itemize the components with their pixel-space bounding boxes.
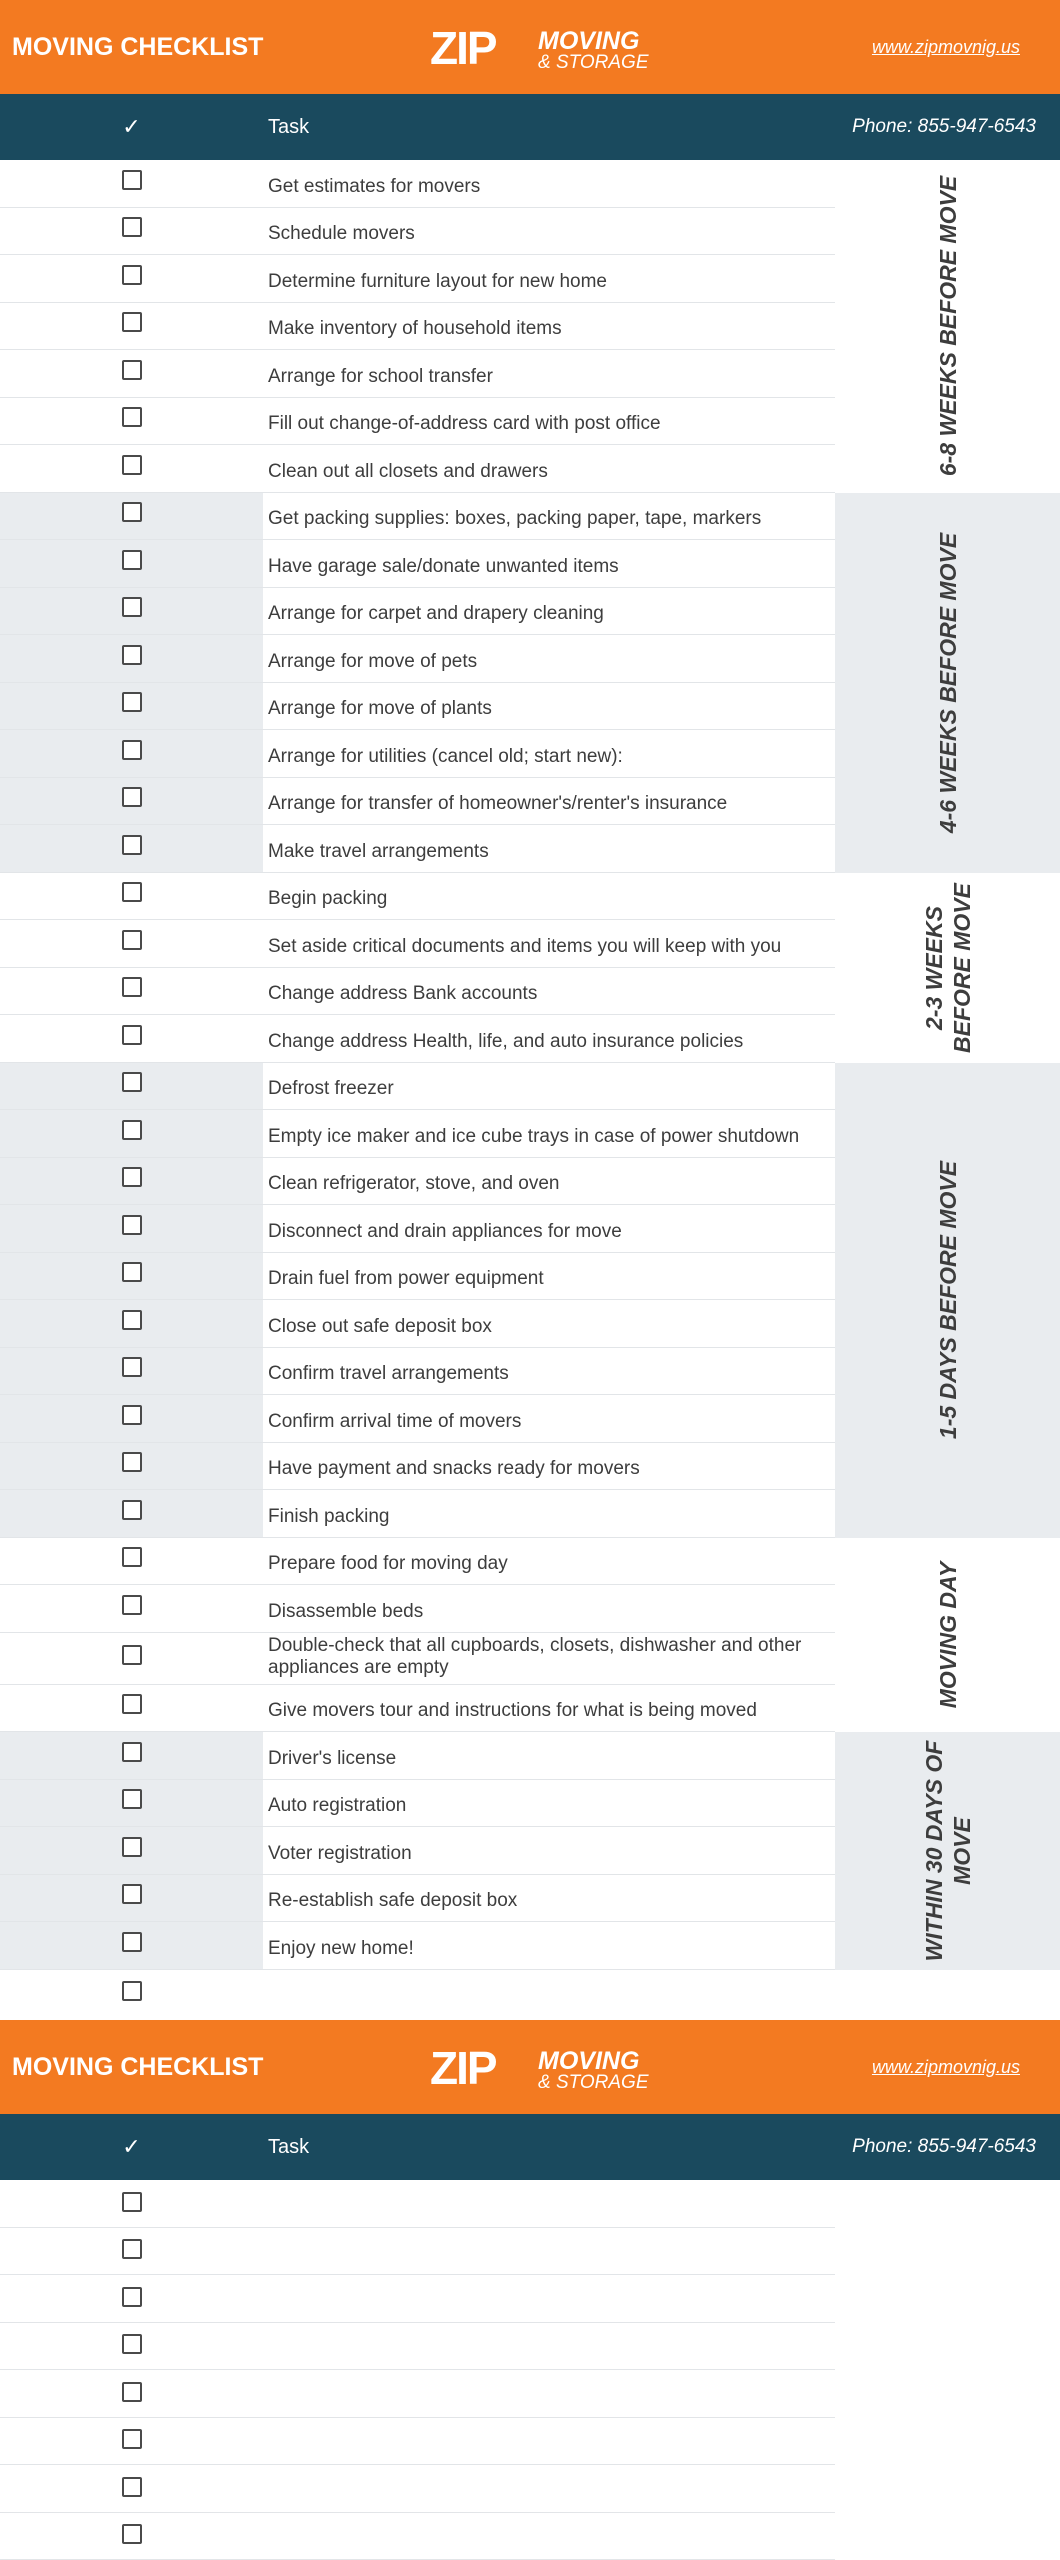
checkbox-cell [0,303,263,350]
zip-logo-2 [430,2040,670,2098]
checkbox-cell [0,1158,263,1205]
table-row [0,398,835,446]
task-checkbox[interactable] [122,1120,142,1140]
checkbox-cell [0,1875,263,1922]
phase-label [920,883,976,1053]
task-checkbox[interactable] [122,930,142,950]
table-row [0,730,835,778]
task-checkbox[interactable] [122,882,142,902]
phase-label-cell [835,873,1060,1063]
table-row [0,493,835,541]
task-text: Get packing supplies: boxes, packing paper, tape, markers [268,508,762,530]
table-row [0,1633,835,1685]
task-text: Arrange for move of plants [268,698,492,720]
checkbox-cell [0,968,263,1015]
task-checkbox[interactable] [122,217,142,237]
task-checkbox[interactable] [122,1215,142,1235]
table-row [0,255,835,303]
checkbox-cell [0,1490,263,1537]
task-checkbox[interactable] [122,1789,142,1809]
checkbox-cell [0,1253,263,1300]
checkbox-cell [0,255,263,302]
table-row [0,1015,835,1063]
checkbox-cell [0,1395,263,1442]
task-text: Determine furniture layout for new home [268,270,607,292]
task-checkbox[interactable] [122,1452,142,1472]
phase-label-line: MOVE [948,1816,975,1885]
task-text: Double-check that all cupboards, closets, dishwasher and other appliances are empty [268,1634,802,1678]
checkbox-cell [0,825,263,872]
table-row [0,1443,835,1491]
checkbox-cell [0,445,263,492]
phase-label-cell [835,160,1060,493]
task-text: Confirm travel arrangements [268,1363,509,1385]
logo-storage-text-2: & STORAGE [538,2072,649,2093]
checkbox-cell [0,920,263,967]
checkbox-cell [0,778,263,825]
task-checkbox[interactable] [122,1595,142,1615]
page-title-2: MOVING CHECKLIST [12,2053,264,2081]
phase-label-cell [835,1063,1060,1538]
task-checkbox[interactable] [122,1694,142,1714]
table-row [0,303,835,351]
table-row [0,1538,835,1586]
task-text: Finish packing [268,1505,390,1527]
task-checkbox[interactable] [122,1837,142,1857]
checkbox-cell [0,1443,263,1490]
checkbox-cell [0,1063,263,1110]
table-row [0,2228,835,2276]
table-row [0,1732,835,1780]
task-checkbox[interactable] [122,1932,142,1952]
table-row [0,1970,835,2018]
task-text: Auto registration [268,1795,407,1817]
checkbox-cell [0,350,263,397]
task-text: Arrange for carpet and drapery cleaning [268,603,604,625]
table-row [0,2465,835,2513]
task-checkbox[interactable] [122,740,142,760]
table-row [0,825,835,873]
checkbox-cell [0,1538,263,1585]
checkbox-cell [0,1780,263,1827]
task-checkbox[interactable] [122,2429,142,2449]
task-text: Close out safe deposit box [268,1315,492,1337]
task-checkbox[interactable] [122,787,142,807]
table-row [0,350,835,398]
task-checkbox[interactable] [122,1025,142,1045]
task-checkbox[interactable] [122,2192,142,2212]
checkbox-cell [0,730,263,777]
task-text: Confirm arrival time of movers [268,1410,522,1432]
task-checkbox[interactable] [122,835,142,855]
task-text: Empty ice maker and ice cube trays in case of power shutdown [268,1125,800,1147]
task-checkbox[interactable] [122,1262,142,1282]
logo-moving-text: MOVING [538,27,640,55]
task-checkbox[interactable] [122,502,142,522]
task-checkbox[interactable] [122,1072,142,1092]
task-text: Arrange for transfer of homeowner's/renter's insurance [268,793,728,815]
task-text: Enjoy new home! [268,1937,414,1959]
task-text: Change address Health, life, and auto insurance policies [268,1030,744,1052]
task-checkbox[interactable] [122,1357,142,1377]
table-row [0,2370,835,2418]
checkbox-cell [0,1585,263,1632]
phase-label: 4-6 WEEKS BEFORE MOVE [934,532,961,833]
table-row [0,1158,835,1206]
table-row [0,683,835,731]
task-text: Schedule movers [268,223,415,245]
task-text: Make inventory of household items [268,318,562,340]
header-bar [0,0,1060,94]
task-text: Disassemble beds [268,1600,424,1622]
task-checkbox[interactable] [122,1547,142,1567]
checkbox-cell [0,1922,263,1969]
checkbox-cell [0,493,263,540]
table-row [0,2323,835,2371]
phase-label: MOVING DAY [934,1561,961,1709]
task-text: Set aside critical documents and items you will keep with you [268,935,782,957]
task-checkbox[interactable] [122,2239,142,2259]
task-text: Voter registration [268,1842,412,1864]
task-checkbox[interactable] [122,692,142,712]
task-text: Have garage sale/donate unwanted items [268,555,619,577]
website-link-2[interactable]: www.zipmovnig.us [871,2057,1020,2077]
checkbox-cell [0,1015,263,1062]
task-text: Change address Bank accounts [268,983,538,1005]
table-row [0,445,835,493]
task-checkbox[interactable] [122,1500,142,1520]
task-checkbox[interactable] [122,1310,142,1330]
table-row [0,1300,835,1348]
table-row [0,1253,835,1301]
logo-zip-text: ZIP [430,22,496,74]
task-text: Prepare food for moving day [268,1553,508,1575]
phase-label-line: WITHIN 30 DAYS OF [920,1740,947,1962]
task-checkbox[interactable] [122,597,142,617]
table-row [0,1922,835,1970]
table-row [0,920,835,968]
table-row [0,2513,835,2560]
checkbox-cell [0,1348,263,1395]
task-checkbox[interactable] [122,1884,142,1904]
checkbox-cell [0,1827,263,1874]
column-header-bar-2 [0,2114,1060,2180]
checklist-page-2 [0,2020,1060,2180]
checkbox-cell [0,873,263,920]
table-row [0,635,835,683]
task-checkbox[interactable] [122,2477,142,2497]
task-text: Arrange for school transfer [268,365,493,387]
table-row [0,540,835,588]
task-checkbox[interactable] [122,2382,142,2402]
checkbox-cell [0,1300,263,1347]
task-checkbox[interactable] [122,2287,142,2307]
task-text: Begin packing [268,888,388,910]
task-checkbox[interactable] [122,407,142,427]
checkbox-cell [0,635,263,682]
checkbox-cell [0,1732,263,1779]
table-row [0,1348,835,1396]
table-row [0,1490,835,1538]
task-text: Give movers tour and instructions for what is being moved [268,1700,757,1722]
phone-number: Phone: 855-947-6543 [852,116,1036,137]
logo-zip-text-2: ZIP [430,2042,496,2094]
task-checkbox[interactable] [122,265,142,285]
table-row [0,873,835,921]
table-row [0,1205,835,1253]
task-checkbox[interactable] [122,1405,142,1425]
header-bar-2 [0,2020,1060,2114]
task-text: Disconnect and drain appliances for move [268,1220,622,1242]
checkbox-cell [0,588,263,635]
task-checkbox[interactable] [122,550,142,570]
task-checkbox[interactable] [122,1742,142,1762]
task-checkbox[interactable] [122,2524,142,2544]
table-row [0,778,835,826]
checkbox-cell [0,208,263,255]
task-checkbox[interactable] [122,455,142,475]
table-row [0,588,835,636]
zip-logo [430,20,670,78]
table-row [0,1780,835,1828]
logo-storage-text: & STORAGE [538,52,649,73]
table-row [0,968,835,1016]
phase-label-line: 2-3 WEEKS [920,905,947,1030]
table-row [0,1110,835,1158]
table-row [0,1063,835,1111]
checklist-page-1 [0,0,1060,160]
task-checkbox[interactable] [122,170,142,190]
table-row [0,2275,835,2323]
task-checkbox[interactable] [122,1981,142,2001]
task-checkbox[interactable] [122,2334,142,2354]
phase-label: 1-5 DAYS BEFORE MOVE [934,1160,961,1440]
task-checkbox[interactable] [122,1167,142,1187]
task-checkbox[interactable] [122,977,142,997]
check-column-header: ✓ [122,114,141,139]
task-text: Drain fuel from power equipment [268,1268,544,1290]
phase-label [920,1740,976,1961]
task-text: Clean out all closets and drawers [268,460,548,482]
checkbox-cell [0,398,263,445]
task-text: Clean refrigerator, stove, and oven [268,1173,560,1195]
phase-label-cell [835,493,1060,873]
phase-label-cell [835,1538,1060,1733]
phase-label-line: BEFORE MOVE [948,882,975,1053]
phase-label: 6-8 WEEKS BEFORE MOVE [934,176,961,477]
task-checkbox[interactable] [122,1645,142,1665]
table-row [0,1585,835,1633]
table-row [0,1395,835,1443]
column-header-bar [0,94,1060,160]
checkbox-cell [0,160,263,207]
table-row [0,160,835,208]
website-link[interactable]: www.zipmovnig.us [871,37,1020,57]
checkbox-cell [0,1633,263,1684]
checkbox-cell [0,1110,263,1157]
check-column-header-2: ✓ [122,2134,141,2159]
task-text: Fill out change-of-address card with post office [268,413,661,435]
task-checkbox[interactable] [122,360,142,380]
task-text: Re-establish safe deposit box [268,1890,518,1912]
task-column-header-2: Task [268,2136,310,2158]
checkbox-cell [0,1685,263,1732]
checkbox-cell [0,540,263,587]
task-text: Make travel arrangements [268,840,489,862]
task-text: Have payment and snacks ready for movers [268,1458,640,1480]
phone-number-2: Phone: 855-947-6543 [852,2136,1036,2157]
task-text: Defrost freezer [268,1078,394,1100]
phase-label-cell [835,1732,1060,1970]
task-text: Driver's license [268,1747,397,1769]
checkbox-cell [0,1205,263,1252]
table-row [0,208,835,256]
task-text: Get estimates for movers [268,175,481,197]
table-row [0,1875,835,1923]
checkbox-cell [0,683,263,730]
task-checkbox[interactable] [122,312,142,332]
table-row [0,1685,835,1733]
page-title: MOVING CHECKLIST [12,33,264,61]
task-text: Arrange for utilities (cancel old; start new): [268,745,623,767]
table-row [0,2418,835,2466]
task-column-header: Task [268,116,310,138]
table-row [0,1827,835,1875]
task-checkbox[interactable] [122,645,142,665]
table-row [0,2180,835,2228]
logo-moving-text-2: MOVING [538,2047,640,2075]
task-text: Arrange for move of pets [268,650,478,672]
